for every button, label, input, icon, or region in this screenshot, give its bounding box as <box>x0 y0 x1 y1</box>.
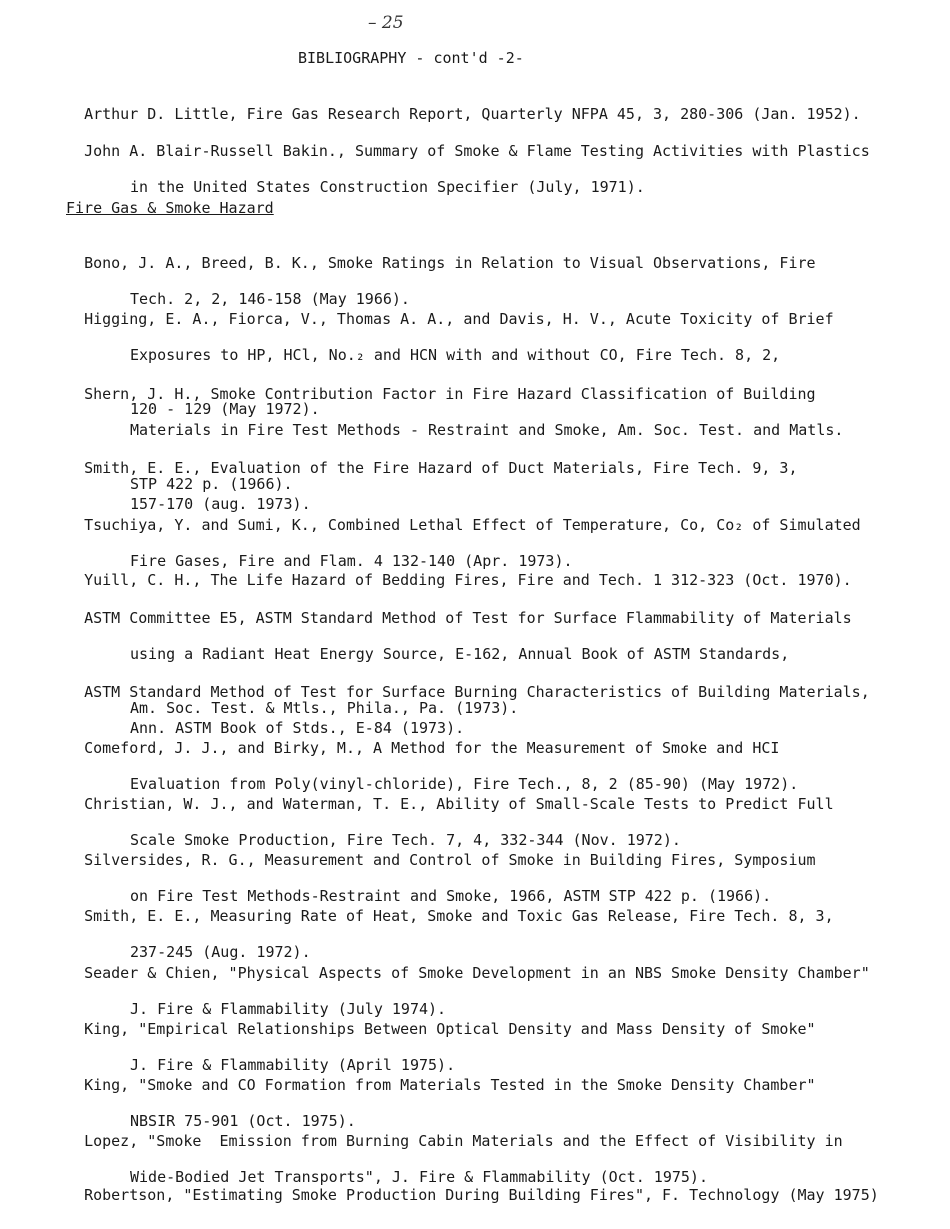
entry-line: Higging, E. A., Fiorca, V., Thomas A. A., and Davis, H. V., Acute Toxicity of Brief <box>84 310 834 328</box>
entry-line: Am. Soc. Test. & Mtls., Phila., Pa. (1973). <box>130 699 519 717</box>
entry-line: John A. Blair-Russell Bakin., Summary of Smoke & Flame Testing Activities with Plastics <box>84 142 870 160</box>
entry-line: 120 - 129 (May 1972). <box>130 400 320 418</box>
entry-line: Smith, E. E., Evaluation of the Fire Hazard of Duct Materials, Fire Tech. 9, 3, <box>84 459 798 477</box>
entry-line: Seader & Chien, "Physical Aspects of Smoke Development in an NBS Smoke Density Chamber" <box>84 964 870 982</box>
entry-line: on Fire Test Methods-Restraint and Smoke, 1966, ASTM STP 422 p. (1966). <box>130 887 772 905</box>
entry-line: Tech. 2, 2, 146-158 (May 1966). <box>130 290 410 308</box>
bib-entry <box>66 553 938 589</box>
entry-line: Robertson, "Estimating Smoke Production During Building Fires", F. Technology (May 1975) <box>84 1186 879 1204</box>
entry-line: Smith, E. E., Measuring Rate of Heat, Smoke and Toxic Gas Release, Fire Tech. 8, 3, <box>84 907 834 925</box>
entry-line: Materials in Fire Test Methods - Restraint and Smoke, Am. Soc. Test. and Matls. <box>130 421 844 439</box>
entry-line: Yuill, C. H., The Life Hazard of Bedding Fires, Fire and Tech. 1 312-323 (Oct. 1970). <box>84 571 852 589</box>
entry-line: Scale Smoke Production, Fire Tech. 7, 4, 332-344 (Nov. 1972). <box>130 831 681 849</box>
entry-line: Silversides, R. G., Measurement and Control of Smoke in Building Fires, Symposium <box>84 851 816 869</box>
entry-line: Lopez, "Smoke Emission from Burning Cabin Materials and the Effect of Visibility in <box>84 1132 843 1150</box>
entry-line: 237-245 (Aug. 1972). <box>130 943 311 961</box>
entry-line: Fire Gases, Fire and Flam. 4 132-140 (Apr. 1973). <box>130 552 573 570</box>
entry-line: King, "Empirical Relationships Between Optical Density and Mass Density of Smoke" <box>84 1020 816 1038</box>
entry-line: J. Fire & Flammability (July 1974). <box>130 1000 447 1018</box>
bib-entry <box>66 87 938 123</box>
entry-line: Comeford, J. J., and Birky, M., A Method for the Measurement of Smoke and HCI <box>84 739 780 757</box>
bib-entry <box>66 1168 938 1204</box>
page-number: – 25 <box>368 13 404 33</box>
entry-line: Christian, W. J., and Waterman, T. E., Ability of Small-Scale Tests to Predict Full <box>84 795 834 813</box>
entry-line: King, "Smoke and CO Formation from Materials Tested in the Smoke Density Chamber" <box>84 1076 816 1094</box>
entry-line: Arthur D. Little, Fire Gas Research Report, Quarterly NFPA 45, 3, 280-306 (Jan. 1952). <box>84 105 861 123</box>
entry-line: 157-170 (aug. 1973). <box>130 495 311 513</box>
page-header: BIBLIOGRAPHY - cont'd -2- <box>298 49 524 67</box>
entry-line: Bono, J. A., Breed, B. K., Smoke Ratings in Relation to Visual Observations, Fire <box>84 254 816 272</box>
entry-line: Ann. ASTM Book of Stds., E-84 (1973). <box>130 719 465 737</box>
entry-line: STP 422 p. (1966). <box>130 475 293 493</box>
entry-line: Wide-Bodied Jet Transports", J. Fire & Flammability (Oct. 1975). <box>130 1168 708 1186</box>
entry-line: Evaluation from Poly(vinyl-chloride), Fire Tech., 8, 2 (85-90) (May 1972). <box>130 775 799 793</box>
entry-line: J. Fire & Flammability (April 1975). <box>130 1056 456 1074</box>
entry-line: NBSIR 75-901 (Oct. 1975). <box>130 1112 356 1130</box>
entry-line: in the United States Construction Specifier (July, 1971). <box>130 178 645 196</box>
entry-line: Tsuchiya, Y. and Sumi, K., Combined Lethal Effect of Temperature, Co, Co₂ of Simulated <box>84 516 861 534</box>
entry-line: Exposures to HP, HCl, No.₂ and HCN with and without CO, Fire Tech. 8, 2, <box>130 346 781 364</box>
entry-line: Shern, J. H., Smoke Contribution Factor in Fire Hazard Classification of Building <box>84 385 816 403</box>
entry-line: ASTM Committee E5, ASTM Standard Method of Test for Surface Flammability of Materials <box>84 609 852 627</box>
entry-line: using a Radiant Heat Energy Source, E-162, Annual Book of ASTM Standards, <box>130 645 790 663</box>
section-heading: Fire Gas & Smoke Hazard <box>66 199 274 217</box>
entry-line: ASTM Standard Method of Test for Surface Burning Characteristics of Building Materials, <box>84 683 870 701</box>
